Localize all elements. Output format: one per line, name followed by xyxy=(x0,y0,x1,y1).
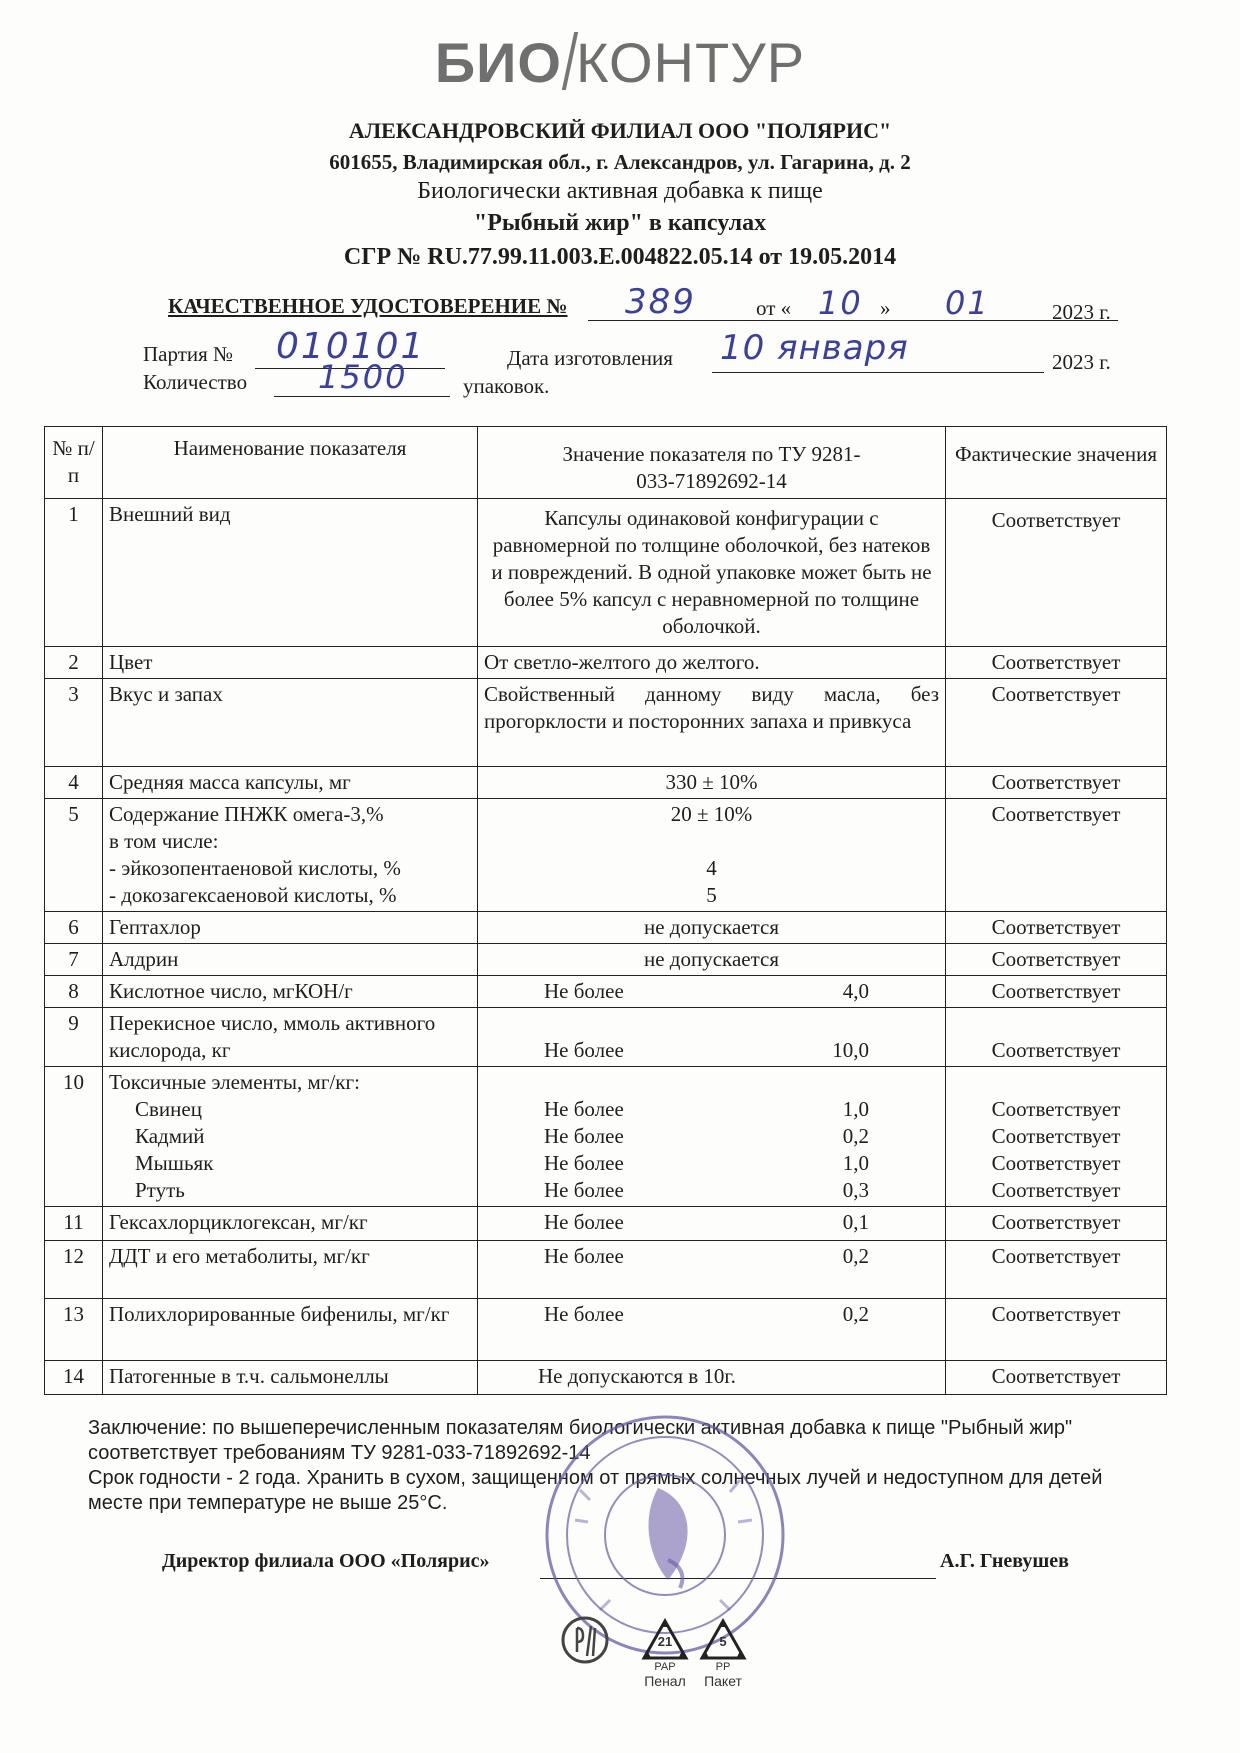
row-name: Патогенные в т.ч. сальмонеллы xyxy=(103,1361,478,1395)
row-num: 14 xyxy=(45,1361,103,1395)
spec-limit-value: 0,2 xyxy=(842,1302,869,1326)
row-name xyxy=(103,1067,478,1207)
recycle-pp-mark xyxy=(688,1618,758,1689)
row-name: Алдрин xyxy=(103,944,478,976)
table-row xyxy=(45,1067,1167,1207)
signer-name: А.Г. Гневушев xyxy=(940,1550,1069,1572)
row-fact: Соответствует xyxy=(946,799,1167,912)
table-row xyxy=(45,976,1167,1008)
recycle-abbr: PAP xyxy=(654,1661,676,1673)
product-type: Биологически активная добавка к пище xyxy=(417,178,823,204)
table-row xyxy=(45,1241,1167,1299)
row-spec xyxy=(478,1207,946,1241)
row-name: Перекисное число, ммоль активного кислорода, кг xyxy=(103,1008,478,1067)
table-row xyxy=(45,647,1167,679)
row-fact: Соответствует xyxy=(946,944,1167,976)
row-fact-line: Соответствует xyxy=(991,1097,1121,1121)
header-spec: Значение показателя по ТУ 9281-033-71892692-14 xyxy=(478,427,946,499)
row-fact: Соответствует xyxy=(946,912,1167,944)
spec-limit-label: Не более xyxy=(544,1124,624,1148)
row-name-line: в том числе: xyxy=(109,829,219,853)
certificate-title: КАЧЕСТВЕННОЕ УДОСТОВЕРЕНИЕ № xyxy=(168,294,568,318)
conclusion-line: соответствует требованиям ТУ 9281-033-71892692-14 xyxy=(88,1442,591,1464)
mfg-date: 10 января xyxy=(720,328,909,368)
spec-limit-value: 1,0 xyxy=(842,1151,869,1175)
spec-limit-label: Не более xyxy=(544,1178,624,1202)
row-name: Цвет xyxy=(103,647,478,679)
row-spec xyxy=(478,1241,946,1299)
certificate-number: 389 xyxy=(625,282,696,322)
row-fact: Соответствует xyxy=(946,647,1167,679)
row-fact: Соответствует xyxy=(946,1299,1167,1361)
row-num: 9 xyxy=(45,1008,103,1067)
table-row xyxy=(45,1299,1167,1361)
table-row xyxy=(45,499,1167,647)
row-spec-line: 4 xyxy=(706,856,717,880)
row-name: Кислотное число, мгКОН/г xyxy=(103,976,478,1008)
company-logo xyxy=(0,30,1240,95)
table-row xyxy=(45,679,1167,767)
mfg-label: Дата изготовления xyxy=(507,346,673,370)
row-num: 13 xyxy=(45,1299,103,1361)
mfg-underline xyxy=(712,372,1044,373)
food-safe-icon xyxy=(555,1610,615,1670)
element-name: Свинец xyxy=(135,1097,202,1121)
element-name: Ртуть xyxy=(135,1178,185,1202)
row-spec: не допускается xyxy=(478,944,946,976)
row-num: 7 xyxy=(45,944,103,976)
row-num: 8 xyxy=(45,976,103,1008)
sgr-number: СГР № RU.77.99.11.003.E.004822.05.14 от 19.05.2014 xyxy=(343,244,897,270)
row-name: Внешний вид xyxy=(103,499,478,647)
row-name: Гексахлорциклогексан, мг/кг xyxy=(103,1207,478,1241)
row-spec: Капсулы одинаковой конфигурации с равномерной по толщине оболочкой, без натеков и повреждений. В одной упаковке может быть не более 5% капсул с неравномерной по толщине оболочкой. xyxy=(478,499,946,647)
header-fact: Фактические значения xyxy=(946,427,1167,499)
spec-limit-label: Не более xyxy=(544,1038,624,1062)
logo-right: КОНТУР xyxy=(575,31,806,94)
batch-label: Партия № xyxy=(143,342,234,366)
row-num: 3 xyxy=(45,679,103,767)
row-fact xyxy=(946,1067,1167,1207)
row-fact: Соответствует xyxy=(946,976,1167,1008)
row-fact: Соответствует xyxy=(946,1241,1167,1299)
row-fact-line xyxy=(952,1069,1160,1096)
row-fact-line: Соответствует xyxy=(991,1151,1121,1175)
close-quote: » xyxy=(880,296,891,320)
recycle-label: Пакет xyxy=(704,1673,742,1689)
row-num: 12 xyxy=(45,1241,103,1299)
row-name: Полихлорированные бифенилы, мг/кг xyxy=(103,1299,478,1361)
recycle-label: Пенал xyxy=(644,1673,686,1689)
row-fact: Соответствует xyxy=(946,1008,1167,1067)
spec-limit-value: 0,2 xyxy=(842,1124,869,1148)
row-num: 10 xyxy=(45,1067,103,1207)
row-num: 5 xyxy=(45,799,103,912)
row-name-line: Содержание ПНЖК омега-3,% xyxy=(109,802,384,826)
conclusion-line: месте при температуре не выше 25°С. xyxy=(88,1492,448,1514)
table-row xyxy=(45,944,1167,976)
row-num: 1 xyxy=(45,499,103,647)
recycle-code: 21 xyxy=(657,1634,673,1649)
spec-limit-label: Не более xyxy=(544,1097,624,1121)
spec-limit-value: 4,0 xyxy=(842,979,869,1003)
recycle-abbr: PP xyxy=(715,1661,731,1673)
row-spec xyxy=(478,976,946,1008)
table-row xyxy=(45,1008,1167,1067)
row-spec: От светло-желтого до желтого. xyxy=(478,647,946,679)
spec-limit-value: 1,0 xyxy=(842,1097,869,1121)
row-fact-line: Соответствует xyxy=(991,1178,1121,1202)
logo-left: БИО xyxy=(434,31,562,94)
element-name: Кадмий xyxy=(135,1124,205,1148)
director-title: Директор филиала ООО «Поляриc» xyxy=(162,1550,490,1572)
row-fact: Соответствует xyxy=(946,499,1167,647)
row-spec xyxy=(478,1299,946,1361)
spec-limit-label: Не более xyxy=(544,979,624,1003)
row-spec xyxy=(478,1067,946,1207)
row-spec: 330 ± 10% xyxy=(478,767,946,799)
spec-limit-label: Не более xyxy=(544,1302,624,1326)
row-name-line: Токсичные элементы, мг/кг: xyxy=(109,1070,360,1094)
row-name-line: - эйкозопентаеновой кислоты, % xyxy=(109,856,401,880)
qty-label: Количество xyxy=(143,370,248,394)
org-address: 601655, Владимирская обл., г. Александров, ул. Гагарина, д. 2 xyxy=(329,150,911,174)
qty-unit: упаковок. xyxy=(463,374,550,398)
row-spec-line: 20 ± 10% xyxy=(670,802,753,826)
row-spec-line: 5 xyxy=(706,883,717,907)
header-num: № п/п xyxy=(45,427,103,499)
row-spec-line xyxy=(484,828,939,855)
quality-table xyxy=(44,426,1167,1395)
row-fact-line: Соответствует xyxy=(991,1124,1121,1148)
row-num: 6 xyxy=(45,912,103,944)
qty-value: 1500 xyxy=(318,358,408,396)
row-spec: не допускается xyxy=(478,912,946,944)
row-fact: Соответствует xyxy=(946,767,1167,799)
batch-number: 010101 xyxy=(276,326,426,367)
table-header-row xyxy=(45,427,1167,499)
row-name: Средняя масса капсулы, мг xyxy=(103,767,478,799)
row-name: ДДТ и его метаболиты, мг/кг xyxy=(103,1241,478,1299)
spec-limit-value: 10,0 xyxy=(832,1038,869,1062)
row-spec: Свойственный данному виду масла, без прогорклости и посторонних запаха и привкуса xyxy=(478,679,946,767)
row-fact: Соответствует xyxy=(946,679,1167,767)
row-spec: Не допускаются в 10г. xyxy=(478,1361,946,1395)
row-num: 2 xyxy=(45,647,103,679)
table-row xyxy=(45,767,1167,799)
certificate-year: 2023 г. xyxy=(1052,300,1111,324)
certificate-month: 01 xyxy=(945,284,990,322)
spec-limit-label: Не более xyxy=(544,1244,624,1268)
from-label: от « xyxy=(756,296,792,320)
row-fact: Соответствует xyxy=(946,1207,1167,1241)
spec-limit-label: Не более xyxy=(544,1210,624,1234)
table-row xyxy=(45,1361,1167,1395)
spec-limit-value: 0,2 xyxy=(842,1244,869,1268)
row-name xyxy=(103,799,478,912)
row-num: 4 xyxy=(45,767,103,799)
qty-underline xyxy=(274,396,450,397)
table-row xyxy=(45,1207,1167,1241)
header-name: Наименование показателя xyxy=(103,427,478,499)
spec-limit-value: 0,1 xyxy=(842,1210,869,1234)
table-row xyxy=(45,912,1167,944)
row-fact: Соответствует xyxy=(946,1361,1167,1395)
conclusion-line: Заключение: по вышеперечисленным показателям биологически активная добавка к пище "Рыбный жир" xyxy=(88,1417,1073,1439)
element-name: Мышьяк xyxy=(135,1151,214,1175)
spec-limit-label: Не более xyxy=(544,1151,624,1175)
mfg-year: 2023 г. xyxy=(1052,350,1111,374)
row-spec xyxy=(478,1008,946,1067)
row-num: 11 xyxy=(45,1207,103,1241)
row-spec xyxy=(478,799,946,912)
certificate-day: 10 xyxy=(818,284,863,322)
table-row xyxy=(45,799,1167,912)
row-name: Вкус и запах xyxy=(103,679,478,767)
recycle-code: 5 xyxy=(719,1634,727,1649)
row-name-line: - докозагексаеновой кислоты, % xyxy=(109,883,397,907)
product-name: "Рыбный жир" в капсулах xyxy=(473,210,767,236)
org-name: АЛЕКСАНДРОВСКИЙ ФИЛИАЛ ООО "ПОЛЯРИС" xyxy=(348,118,892,143)
row-name: Гептахлор xyxy=(103,912,478,944)
conclusion-line: Срок годности - 2 года. Хранить в сухом, защищенном от прямых солнечных лучей и недоступном для детей xyxy=(88,1467,1103,1489)
spec-limit-value: 0,3 xyxy=(842,1178,869,1202)
row-spec-line xyxy=(484,1069,939,1096)
